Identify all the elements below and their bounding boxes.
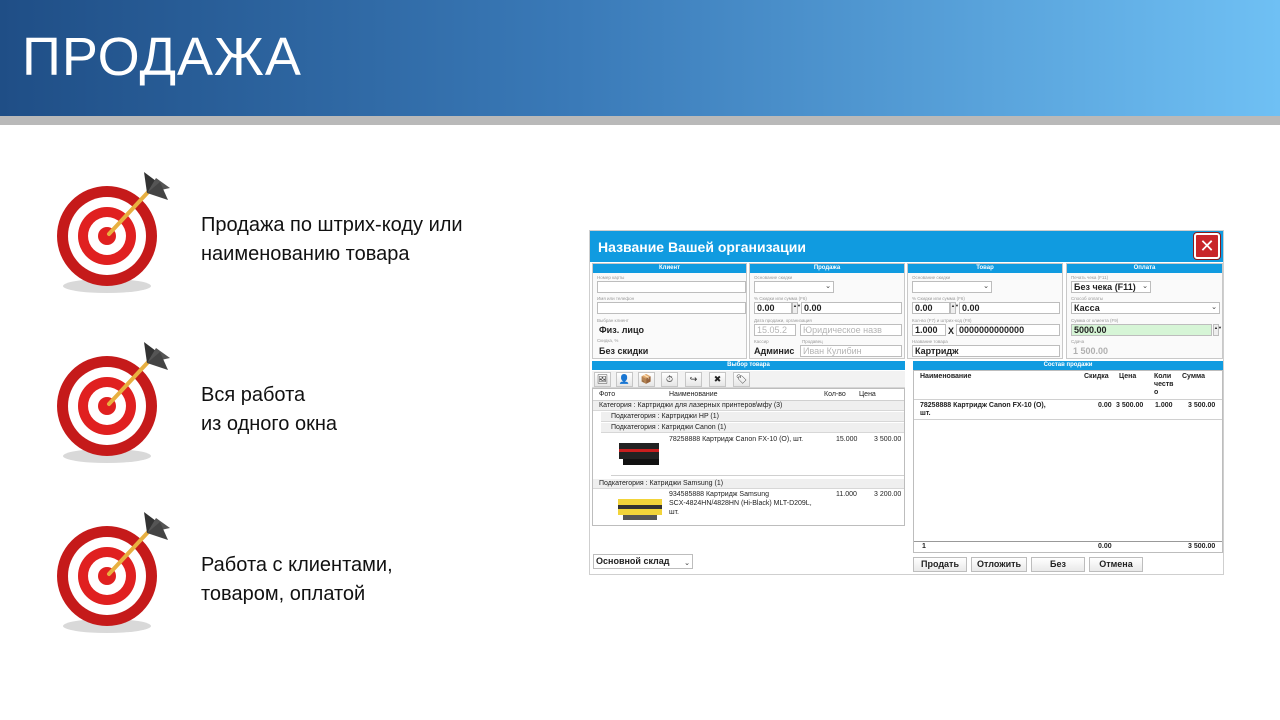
slide-header-divider bbox=[0, 116, 1280, 125]
cart-item-price: 3 500.00 bbox=[1116, 402, 1144, 409]
cart-col-discount: Скидка bbox=[1084, 373, 1109, 380]
sale-discount-label: % Скидки или сумма (F6) bbox=[754, 296, 807, 301]
change-label: Сдача bbox=[1071, 339, 1085, 344]
cart-col-qty: о bbox=[1154, 389, 1159, 396]
col-qty: Кол-во bbox=[824, 391, 846, 398]
without-button[interactable]: Без bbox=[1031, 557, 1085, 572]
client-panel bbox=[592, 263, 747, 359]
qty-input[interactable]: 1.000 bbox=[912, 324, 946, 336]
chevron-down-icon: ⌄ bbox=[1142, 283, 1148, 290]
goods-discount-sum-input[interactable]: 0.00 bbox=[959, 302, 1060, 314]
cart-total-sum: 3 500.00 bbox=[1188, 543, 1216, 550]
selected-client-label: Выбран клиент bbox=[597, 318, 629, 323]
cart-col-sum: Сумма bbox=[1182, 373, 1206, 380]
col-photo: Фото bbox=[599, 391, 616, 398]
bullet-text: Продажа по штрих-коду или наименованию товара bbox=[201, 214, 463, 265]
samsung-cartridge-image bbox=[615, 491, 665, 525]
table-row[interactable] bbox=[611, 490, 904, 526]
user-icon[interactable]: 👤 bbox=[616, 372, 633, 387]
return-icon[interactable]: ↪ bbox=[685, 372, 702, 387]
goods-name-label: Название товара bbox=[912, 339, 948, 344]
payment-method-select[interactable] bbox=[1071, 302, 1220, 314]
organization-select[interactable]: Юридическое назв bbox=[800, 324, 902, 336]
delete-icon[interactable]: ✖ bbox=[709, 372, 726, 387]
col-price: Цена bbox=[859, 391, 876, 398]
sale-discount-sum-input[interactable]: 0.00 bbox=[801, 302, 902, 314]
cart-grid bbox=[913, 370, 1223, 553]
sale-basis-select[interactable] bbox=[754, 281, 834, 293]
cart-total-discount: 0.00 bbox=[1098, 543, 1112, 550]
goods-discount-label: % Скидки или сумма (F6) bbox=[912, 296, 965, 301]
cart-header: Состав продажи bbox=[913, 361, 1223, 370]
card-number-label: Номер карты bbox=[597, 275, 625, 280]
slide-title: ПРОДАЖА bbox=[22, 27, 302, 87]
photo-icon[interactable]: 🖼 bbox=[594, 372, 611, 387]
box-icon[interactable]: 📦 bbox=[638, 372, 655, 387]
target-dart-icon bbox=[52, 508, 182, 638]
card-number-input[interactable] bbox=[597, 281, 746, 293]
table-row[interactable] bbox=[611, 434, 904, 476]
bullet-text: Вся работа из одного окна bbox=[201, 384, 337, 435]
item-price: 3 200.00 bbox=[874, 491, 902, 498]
cart-item-sum: 3 500.00 bbox=[1188, 402, 1216, 409]
client-discount-value: Без скидки bbox=[599, 346, 649, 356]
target-dart-icon bbox=[52, 168, 182, 298]
cart-col-price: Цена bbox=[1119, 373, 1137, 380]
payment-panel bbox=[1066, 263, 1223, 359]
pos-app-window bbox=[589, 230, 1224, 575]
cart-item-discount: 0.00 bbox=[1098, 402, 1112, 409]
warehouse-value: Основной склад bbox=[596, 556, 670, 566]
print-receipt-value: Без чека (F11) bbox=[1074, 282, 1136, 292]
client-amount-label: Сумма от клиента (F9) bbox=[1071, 318, 1119, 323]
item-name-line: шт. bbox=[669, 509, 679, 516]
goods-panel-header: Товар bbox=[908, 264, 1062, 273]
chevron-down-icon: ⌄ bbox=[684, 560, 690, 567]
spin-icon[interactable]: ▲▼ bbox=[792, 302, 798, 314]
barcode-input[interactable]: 0000000000000 bbox=[956, 324, 1060, 336]
cashier-label: Кассир bbox=[754, 339, 769, 344]
product-picker-header: Выбор товара bbox=[592, 361, 905, 370]
cart-col-qty: честв bbox=[1154, 381, 1174, 388]
client-name-label: Имя или телефон bbox=[597, 296, 635, 301]
col-name: Наименование bbox=[669, 391, 718, 398]
goods-discount-pct-input[interactable]: 0.00 bbox=[912, 302, 950, 314]
goods-panel bbox=[907, 263, 1063, 359]
client-name-input[interactable] bbox=[597, 302, 746, 314]
sell-button[interactable]: Продать bbox=[913, 557, 967, 572]
change-value: 1 500.00 bbox=[1073, 346, 1109, 356]
cart-item-qty: 1.000 bbox=[1155, 402, 1173, 409]
sale-panel bbox=[749, 263, 905, 359]
app-title: Название Вашей организации bbox=[598, 239, 806, 255]
tag-icon[interactable]: 🏷 bbox=[733, 372, 750, 387]
cart-col-name: Наименование bbox=[920, 373, 972, 380]
multiply-sign: X bbox=[948, 326, 955, 336]
cancel-button[interactable]: Отмена bbox=[1089, 557, 1143, 572]
cart-col-qty: Коли bbox=[1154, 373, 1172, 380]
item-qty: 15.000 bbox=[836, 436, 858, 443]
qty-barcode-label: Кол-во (F7) и штрих-код (F8) bbox=[912, 318, 972, 323]
payment-panel-header: Оплата bbox=[1067, 264, 1222, 273]
picker-toolbar bbox=[592, 371, 905, 388]
category-row[interactable]: Категория : Картриджи для лазерных принтеров\мфу (3) bbox=[593, 401, 904, 411]
sale-discount-pct-input[interactable]: 0.00 bbox=[754, 302, 792, 314]
spin-icon[interactable]: ▲▼ bbox=[950, 302, 956, 314]
client-panel-header: Клиент bbox=[593, 264, 746, 273]
cart-item-name: 78258888 Картридж Canon FX-10 (O), bbox=[920, 402, 1046, 409]
client-amount-input[interactable]: 5000.00 bbox=[1071, 324, 1212, 336]
sale-date-label: Дата продажи, организация bbox=[754, 318, 812, 323]
subcategory-row-samsung[interactable]: Подкатегория : Катриджи Samsung (1) bbox=[593, 479, 904, 489]
payment-method-value: Касса bbox=[1074, 303, 1100, 313]
canon-cartridge-image bbox=[615, 437, 665, 471]
goods-name-input[interactable]: Картридж bbox=[912, 345, 1060, 357]
subcategory-row-canon[interactable]: Подкатегория : Катриджи Canon (1) bbox=[601, 423, 904, 433]
item-qty: 11.000 bbox=[836, 491, 857, 498]
sale-date-input[interactable]: 15.05.2 bbox=[754, 324, 796, 336]
warehouse-select[interactable] bbox=[593, 554, 693, 569]
product-grid bbox=[592, 388, 905, 526]
close-icon[interactable]: ✕ bbox=[1194, 233, 1220, 259]
item-price: 3 500.00 bbox=[874, 436, 902, 443]
subcategory-row-hp[interactable]: Подкатегория : Картриджи HP (1) bbox=[601, 412, 904, 422]
item-name-line: SCX-4824HN/4828HN (Hi-Black) MLT-D209L, bbox=[669, 500, 812, 507]
goods-basis-select[interactable] bbox=[912, 281, 992, 293]
sale-basis-label: Основание скидки bbox=[754, 275, 793, 280]
bullet-text: Работа с клиентами, товаром, оплатой bbox=[201, 554, 393, 605]
client-discount-label: Скидка, % bbox=[597, 338, 619, 343]
app-titlebar bbox=[590, 231, 1223, 262]
chevron-down-icon: ⌄ bbox=[983, 283, 989, 290]
item-name-line: 934585888 Картридж Samsung bbox=[669, 491, 769, 498]
postpone-button[interactable]: Отложить bbox=[971, 557, 1027, 572]
grid-divider bbox=[914, 541, 1222, 542]
sale-panel-header: Продажа bbox=[750, 264, 904, 273]
target-dart-icon bbox=[52, 338, 182, 468]
clock-icon[interactable]: ⏱ bbox=[661, 372, 678, 387]
selected-client-value: Физ. лицо bbox=[599, 325, 644, 335]
cart-item-name: шт. bbox=[920, 410, 931, 417]
cart-total-count: 1 bbox=[922, 543, 926, 550]
seller-select[interactable]: Иван Кулибин bbox=[800, 345, 902, 357]
cashier-value: Админис bbox=[754, 346, 795, 356]
print-receipt-select[interactable] bbox=[1071, 281, 1151, 293]
table-row[interactable] bbox=[914, 400, 1222, 420]
seller-label: Продавец bbox=[802, 339, 823, 344]
chevron-down-icon: ⌄ bbox=[1211, 304, 1217, 311]
goods-basis-label: Основание скидки bbox=[912, 275, 951, 280]
item-name: 78258888 Картридж Canon FX-10 (O), шт. bbox=[669, 436, 804, 443]
chevron-down-icon: ⌄ bbox=[825, 283, 831, 290]
spin-icon[interactable]: ▲▼ bbox=[1213, 324, 1219, 336]
print-receipt-label: Печать чека (F11) bbox=[1071, 275, 1109, 280]
payment-method-label: Способ оплаты bbox=[1071, 296, 1104, 301]
